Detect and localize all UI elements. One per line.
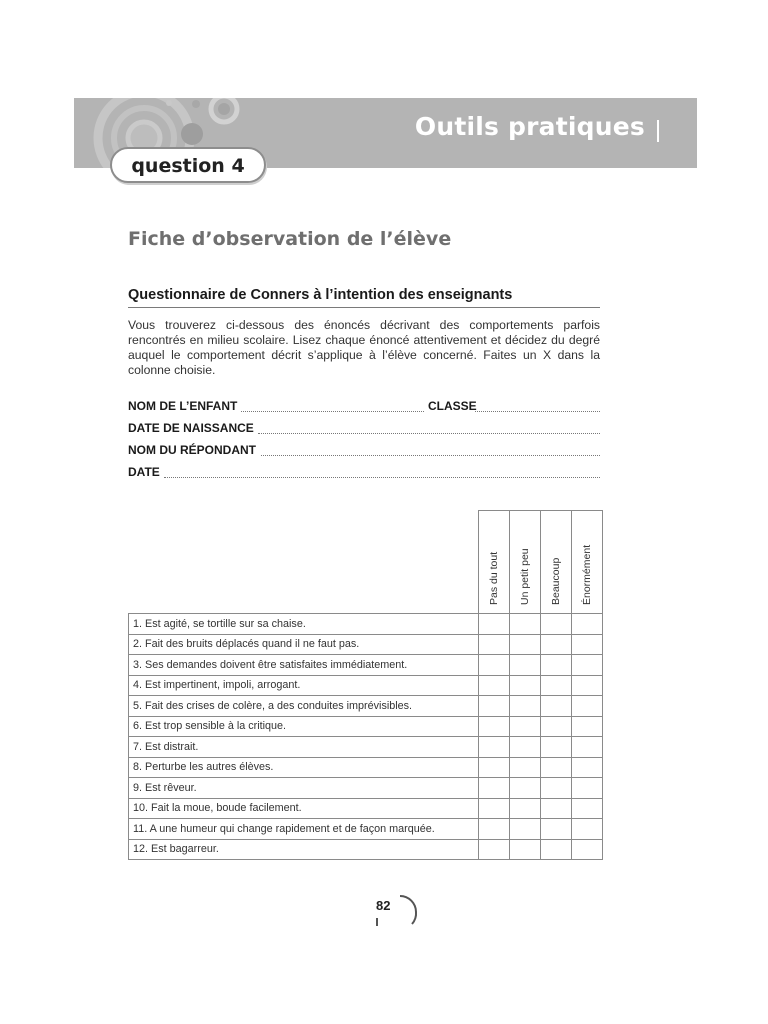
page-number: 82 [376,898,391,913]
section-title: Questionnaire de Conners à l’intention des enseignants [128,287,513,303]
rating-table [128,510,603,860]
statement-cell: 3. Ses demandes doivent être satisfaites immédiatement. [129,655,479,676]
question-label: question 4 [131,155,245,177]
rating-checkbox-cell[interactable] [509,778,540,799]
table-row [129,737,603,758]
table-header-row [129,511,603,614]
statement-cell: 4. Est impertinent, impoli, arrogant. [129,675,479,696]
rating-checkbox-cell[interactable] [509,716,540,737]
rating-checkbox-cell[interactable] [509,839,540,860]
statement-cell: 12. Est bagarreur. [129,839,479,860]
table-row [129,634,603,655]
rating-checkbox-cell[interactable] [478,716,509,737]
rating-checkbox-cell[interactable] [571,819,602,840]
rating-checkbox-cell[interactable] [571,675,602,696]
rating-checkbox-cell[interactable] [571,655,602,676]
rating-checkbox-cell[interactable] [540,798,571,819]
rating-checkbox-cell[interactable] [540,655,571,676]
child-name-label: NOM DE L’ENFANT [128,399,241,413]
question-tab [110,147,266,183]
column-header: Beaucoup [540,511,571,614]
rating-checkbox-cell[interactable] [478,778,509,799]
rating-checkbox-cell[interactable] [509,634,540,655]
rating-checkbox-cell[interactable] [540,778,571,799]
rating-checkbox-cell[interactable] [509,655,540,676]
table-row [129,655,603,676]
rating-checkbox-cell[interactable] [478,798,509,819]
banner-title: Outils pratiques [414,112,645,141]
intro-paragraph: Vous trouverez ci-dessous des énoncés décrivant des comportements parfois rencontrés en milieu scolaire. Lisez chaque énoncé attentivement et décidez du degré auquel le comportement décrit s’applique à l’élève concerné. Faites un X dans la colonne choisie. [128,318,600,377]
respondent-label: NOM DU RÉPONDANT [128,443,260,457]
statement-cell: 10. Fait la moue, boude facilement. [129,798,479,819]
table-row [129,778,603,799]
rating-checkbox-cell[interactable] [571,798,602,819]
table-row [129,798,603,819]
table-row [129,614,603,635]
rating-checkbox-cell[interactable] [540,757,571,778]
rating-checkbox-cell[interactable] [478,839,509,860]
rating-checkbox-cell[interactable] [478,737,509,758]
rating-checkbox-cell[interactable] [540,737,571,758]
rating-checkbox-cell[interactable] [540,716,571,737]
rating-checkbox-cell[interactable] [571,634,602,655]
birth-date-field[interactable] [128,421,600,437]
statement-cell: 1. Est agité, se tortille sur sa chaise. [129,614,479,635]
rating-checkbox-cell[interactable] [509,737,540,758]
statement-cell: 9. Est rêveur. [129,778,479,799]
rating-checkbox-cell[interactable] [540,675,571,696]
table-row [129,716,603,737]
rating-checkbox-cell[interactable] [540,819,571,840]
rating-checkbox-cell[interactable] [540,839,571,860]
banner-divider [657,120,659,142]
rating-checkbox-cell[interactable] [571,614,602,635]
rating-checkbox-cell[interactable] [509,675,540,696]
rating-checkbox-cell[interactable] [478,819,509,840]
rating-checkbox-cell[interactable] [478,757,509,778]
class-label: CLASSE [428,399,477,413]
rating-checkbox-cell[interactable] [571,716,602,737]
rating-checkbox-cell[interactable] [571,757,602,778]
rating-checkbox-cell[interactable] [509,757,540,778]
rating-checkbox-cell[interactable] [478,675,509,696]
rating-checkbox-cell[interactable] [509,696,540,717]
column-header: Énormément [571,511,602,614]
rating-checkbox-cell[interactable] [540,634,571,655]
date-field[interactable] [128,465,600,481]
class-field[interactable] [475,411,600,412]
rating-checkbox-cell[interactable] [571,839,602,860]
table-row [129,675,603,696]
statement-cell: 2. Fait des bruits déplacés quand il ne faut pas. [129,634,479,655]
statement-cell: 11. A une humeur qui change rapidement et de façon marquée. [129,819,479,840]
rating-checkbox-cell[interactable] [509,819,540,840]
birth-date-label: DATE DE NAISSANCE [128,421,258,435]
sheet-title: Fiche d’observation de l’élève [128,228,452,250]
child-name-field[interactable] [128,399,600,415]
rating-checkbox-cell[interactable] [478,634,509,655]
rating-checkbox-cell[interactable] [509,798,540,819]
rating-checkbox-cell[interactable] [478,696,509,717]
rating-checkbox-cell[interactable] [571,737,602,758]
rating-checkbox-cell[interactable] [509,614,540,635]
rating-checkbox-cell[interactable] [571,778,602,799]
table-row [129,757,603,778]
table-row [129,839,603,860]
section-divider [128,307,600,308]
rating-checkbox-cell[interactable] [540,614,571,635]
rating-checkbox-cell[interactable] [478,655,509,676]
respondent-field[interactable] [128,443,600,459]
date-label: DATE [128,465,164,479]
rating-checkbox-cell[interactable] [478,614,509,635]
statement-cell: 5. Fait des crises de colère, a des conduites imprévisibles. [129,696,479,717]
rating-checkbox-cell[interactable] [571,696,602,717]
table-row [129,819,603,840]
rating-checkbox-cell[interactable] [540,696,571,717]
column-header: Un petit peu [509,511,540,614]
statement-cell: 8. Perturbe les autres élèves. [129,757,479,778]
statement-cell: 6. Est trop sensible à la critique. [129,716,479,737]
column-header: Pas du tout [478,511,509,614]
table-row [129,696,603,717]
statement-cell: 7. Est distrait. [129,737,479,758]
